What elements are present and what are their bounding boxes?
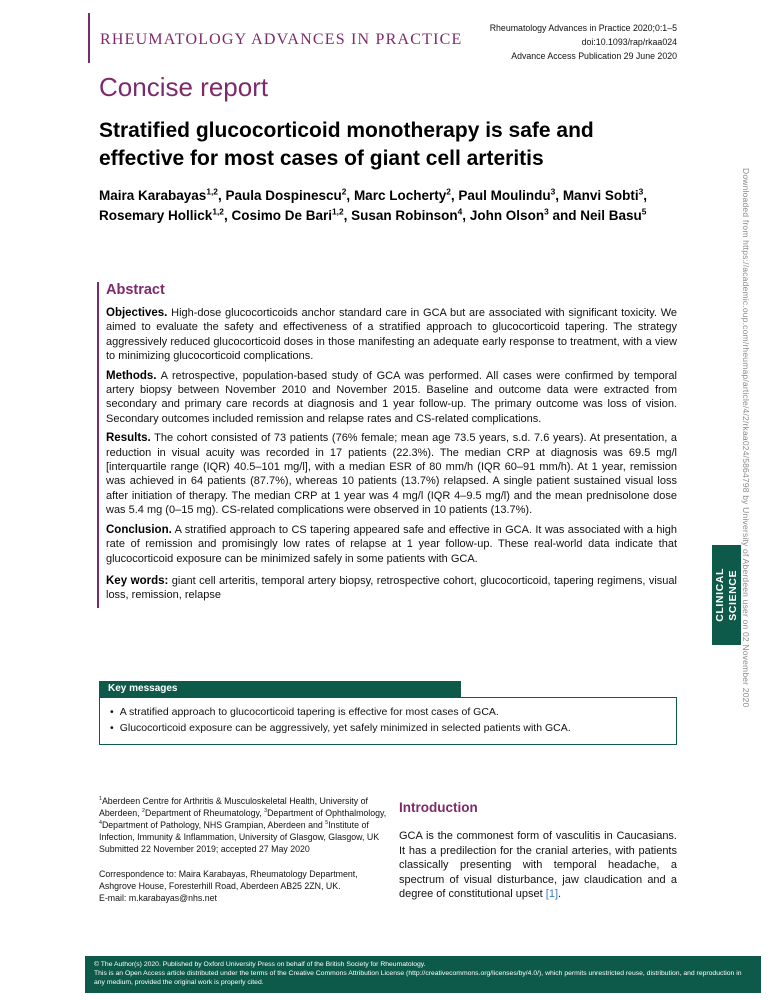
author: Maira Karabayas$^{1,2}$ <box>99 186 218 203</box>
abstract-section-label: Objectives. <box>106 307 168 319</box>
affiliations: $^1$Aberdeen Centre for Arthritis & Musculoskeletal Health, University of Aberdeen, $^2$Department of Rheumatology, $^3$Department of Ophthalmology, $^4$Department of Pathology, NHS Grampian, Aberdeen and $^5$Institute of Infection, Immunity & Inflammation, University of Glasgow, Glasgow, UK <box>99 796 387 842</box>
introduction-text: GCA is the commonest form of vasculitis in Caucasians. It has a predilection for the cranial arteries, with patients classically presenting with temporal headache, a spectrum of visual disturbance, jaw claudication and a degree of constitutional upset <box>399 830 677 901</box>
keywords-text: giant cell arteritis, temporal artery biopsy, retrospective cohort, glucocorticoid, tapering regimens, visual loss, remission, relapse <box>106 574 677 602</box>
article-title: Stratified glucocorticoid monotherapy is safe and effective for most cases of giant cell arteritis <box>99 119 594 170</box>
email-line <box>99 892 387 904</box>
key-message-item: • A stratified approach to glucocorticoid tapering is effective for most cases of GCA. <box>110 705 666 721</box>
correspondence-label: Correspondence to: <box>99 869 179 879</box>
key-message-item: • Glucocorticoid exposure can be aggressively, yet safely minimized in selected patients with GCA. <box>110 721 666 737</box>
affiliation-marker: 1 <box>99 796 102 803</box>
introduction-section <box>399 800 677 902</box>
affiliation-marker: 4 <box>99 820 102 827</box>
affiliation-marker: 2 <box>142 808 145 815</box>
publication-date-line: Advance Access Publication 29 June 2020 <box>511 50 677 61</box>
citation-line: Rheumatology Advances in Practice 2020;0:1–5 <box>489 23 677 33</box>
abstract-section-label: Results. <box>106 432 151 445</box>
key-messages-box <box>99 681 677 745</box>
author-affiliation-marker: 3 <box>550 186 556 197</box>
introduction-heading: Introduction <box>399 800 478 815</box>
clinical-science-tab <box>712 545 741 645</box>
author: John Olson$^3$ <box>469 206 549 223</box>
author: Neil Basu$^5$ <box>580 206 647 223</box>
author: Rosemary Hollick$^{1,2}$ <box>99 206 224 223</box>
author: Cosimo De Bari$^{1,2}$ <box>231 206 344 223</box>
author: Paul Moulindu$^3$ <box>458 186 556 203</box>
footer-license-text: This is an Open Access article distributed under the terms of the Creative Commons Attribution License (http://creativecommons.org/licenses/by/4.0/), which permits unrestricted reuse, distribution, and reproduction in any medium, provided the original work is properly cited. <box>94 969 742 986</box>
author-affiliation-marker: 2 <box>446 186 451 197</box>
author-affiliation-marker: 1,2 <box>206 186 218 197</box>
author-affiliation-marker: 3 <box>638 186 644 197</box>
abstract-sections <box>106 306 677 566</box>
author-affiliation-marker: 3 <box>544 206 549 216</box>
author: Paula Dospinescu$^2$ <box>225 186 347 203</box>
key-messages-heading: Key messages <box>99 681 461 697</box>
email-label: E-mail: <box>99 893 129 903</box>
correspondence-text: Maira Karabayas, Rheumatology Department, Ashgrove House, Foresterhill Road, Aberdeen AB25 2ZN, UK. <box>99 869 358 891</box>
correspondence-block <box>99 868 387 904</box>
citation-block <box>490 22 677 63</box>
affiliation-marker: 5 <box>325 820 329 827</box>
abstract-paragraph: Methods. A retrospective, population-based study of GCA was performed. All cases were confirmed by temporal artery biopsy between November 2010 and November 2015. Baseline and outcome data were extracted from secondary and primary care records at diagnosis and 1 year follow-up. The primary outcome was loss of vision. Secondary outcomes included remission and relapse rates and CS-related complications. <box>106 369 677 425</box>
author-affiliation-marker: 5 <box>641 206 647 216</box>
author: Susan Robinson$^4$ <box>351 206 463 223</box>
masthead-rule <box>88 13 90 63</box>
abstract-section-label: Methods. <box>106 369 157 382</box>
author-affiliation-marker: 1,2 <box>331 206 344 216</box>
abstract-heading: Abstract <box>106 282 165 298</box>
citation-ref-1[interactable]: [1] <box>545 888 558 901</box>
introduction-paragraph <box>399 829 677 902</box>
introduction-text-end: . <box>558 888 562 901</box>
author-affiliation-marker: 1,2 <box>212 206 224 216</box>
email-link[interactable]: m.karabayas@nhs.net <box>128 893 217 903</box>
footnotes-block <box>99 795 387 904</box>
footer-license-bar <box>85 956 761 993</box>
keywords-paragraph <box>106 574 677 603</box>
download-notice: Downloaded from https://academic.oup.com/rheumap/article/4/2/rkaa024/5864798 by University of Aberdeen user on 02 November 2020 <box>741 168 751 708</box>
abstract-section-label: Conclusion. <box>106 523 172 536</box>
clinical-science-line2: SCIENCE <box>726 569 739 621</box>
author-list: Maira Karabayas$^{1,2}$, Paula Dospinescu$^2$, Marc Locherty$^2$, Paul Moulindu$^3$, Manvi Sobti$^3$, Rosemary Hollick$^{1,2}$, Cosimo De Bari$^{1,2}$, Susan Robinson$^4$, John Olson$^3$ and Neil Basu$^5$ <box>99 186 647 223</box>
keywords-label: Key words: <box>106 574 169 587</box>
author: Marc Locherty$^2$ <box>353 186 451 203</box>
author-affiliation-marker: 4 <box>457 206 463 216</box>
clinical-science-line1: CLINICAL <box>713 568 726 622</box>
abstract-paragraph: Conclusion. A stratified approach to CS tapering appeared safe and effective in GCA. It was associated with a high rate of remission and promisingly low rates of relapse at 1 year follow-up. These real-world data indicate that glucocorticoid exposure can be minimized safely in some patients with GCA. <box>106 523 677 565</box>
author: Manvi Sobti$^3$ <box>562 186 644 203</box>
journal-name: RHEUMATOLOGY ADVANCES IN PRACTICE <box>100 31 463 48</box>
key-messages-body <box>99 697 677 745</box>
abstract-paragraph: Results. The cohort consisted of 73 patients (76% female; mean age 73.5 years, s.d. 7.6 years). At presentation, a reduction in visual acuity was recorded in 17 patients (22.3%). The median CRP at diagnosis was 69.5 mg/l [interquartile range (IQR) 40.5–101 mg/l], with a median ESR of 80 mm/h (IQR 60–91 mm/h). At 1 year, remission was achieved in 64 patients (87.7%), whereas 10 patients (13.7%) relapsed. A single patient sustained visual loss after initiation of therapy. The median CRP at 1 year was 4 mg/l (IQR 4–9.5 mg/l) and the mean prednisolone dose was 5.4 mg (0–15 mg). CS-related complications were observed in 10 patients (13.7%). <box>106 432 677 517</box>
doi-line: doi:10.1093/rap/rkaa024 <box>581 36 677 47</box>
abstract-paragraph: Objectives. High-dose glucocorticoids anchor standard care in GCA but are associated with significant toxicity. We aimed to evaluate the safety and effectiveness of a stratified approach to glucocorticoid tapering. The strategy aggressively reduced glucocorticoid doses in those manifesting an adequate early response to treatment, with a view to minimizing glucocorticoid complications. <box>106 307 677 363</box>
abstract-section <box>97 282 677 608</box>
key-messages-list <box>110 705 666 736</box>
article-type-label: Concise report <box>99 72 269 102</box>
submitted-line: Submitted 22 November 2019; accepted 27 May 2020 <box>99 844 310 854</box>
author-affiliation-marker: 2 <box>341 186 347 197</box>
affiliation-marker: 3 <box>264 808 268 815</box>
footer-copyright: © The Author(s) 2020. Published by Oxford University Press on behalf of the British Society for Rheumatology. <box>94 961 426 968</box>
clinical-science-label <box>714 568 740 622</box>
